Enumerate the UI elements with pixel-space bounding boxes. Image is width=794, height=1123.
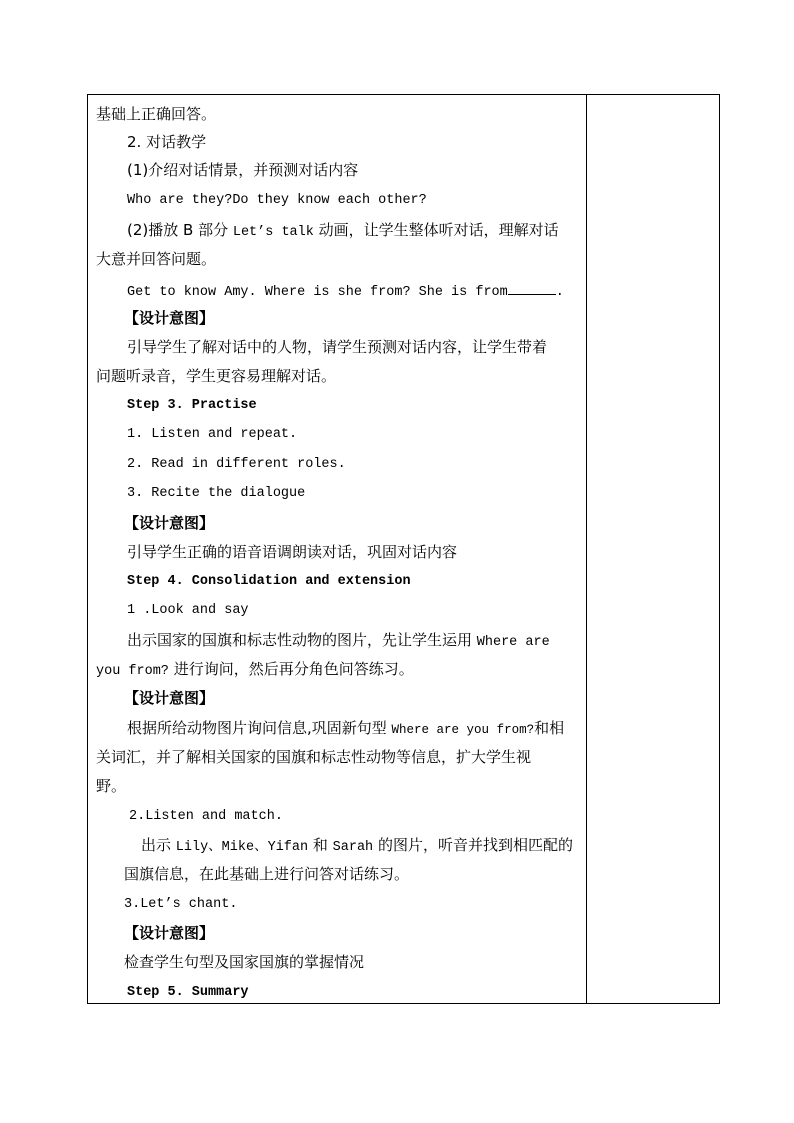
step-heading: Step 3. Practise: [127, 398, 257, 413]
fill-in-line: [127, 280, 564, 300]
design-intent-heading: 【设计意图】: [124, 924, 215, 942]
text-segment: .: [555, 285, 564, 300]
text-line: 引导学生正确的语音语调朗读对话，巩固对话内容: [127, 543, 458, 561]
text-line: [127, 220, 559, 240]
text-line: [141, 835, 573, 855]
design-intent-heading: 【设计意图】: [124, 689, 215, 707]
list-item: 2. Read in different roles.: [127, 457, 346, 472]
text-line: (1)介绍对话情景，并预测对话内容: [127, 161, 359, 179]
text-segment: Sarah: [332, 840, 374, 855]
step-heading: Step 5. Summary: [127, 985, 249, 1000]
text-line: 基础上正确回答。: [96, 105, 217, 123]
text-line: 检查学生句型及国家国旗的掌握情况: [124, 953, 365, 971]
text-segment: Where are: [476, 635, 550, 650]
text-segment: Get to know Amy. Where is she from? She is from: [127, 285, 508, 300]
text-segment: 根据所给动物图片询问信息,巩固新句型: [127, 719, 392, 737]
text-segment: 出示: [141, 836, 176, 854]
text-line: 问题听录音，学生更容易理解对话。: [96, 367, 337, 385]
text-segment: Lily、Mike、Yifan: [175, 840, 309, 855]
notes-column-cell: [587, 95, 719, 1003]
text-segment: 的图片，听音并找到相匹配的: [373, 836, 573, 854]
list-item: 1. Listen and repeat.: [127, 427, 298, 442]
text-line: 野。: [96, 777, 127, 795]
text-line: 关词汇，并了解相关国家的国旗和标志性动物等信息，扩大学生视: [96, 748, 532, 766]
text-segment: you from?: [96, 664, 169, 679]
design-intent-heading: 【设计意图】: [124, 514, 215, 532]
text-segment: Let’s talk: [232, 225, 314, 240]
section-title-dialogue-teaching: 2. 对话教学: [127, 133, 207, 151]
text-segment: 动画，让学生整体听对话，理解对话: [313, 221, 559, 239]
text-segment: 出示国家的国旗和标志性动物的图片，先让学生运用: [127, 631, 477, 649]
text-segment: (2)播放 B 部分: [127, 221, 233, 239]
list-item: 1 .Look and say: [127, 603, 249, 618]
text-segment: 和: [308, 836, 333, 854]
text-line: [127, 718, 564, 738]
text-line: 国旗信息，在此基础上进行问答对话练习。: [124, 865, 410, 883]
list-item: 2.Listen and match.: [129, 809, 283, 824]
answer-blank: [508, 280, 556, 295]
text-line: [96, 659, 414, 679]
question-line: Who are they?Do they know each other?: [127, 193, 427, 208]
list-item: 3.Let’s chant.: [124, 897, 238, 912]
text-segment: Where are you from?: [391, 723, 535, 737]
text-line: 大意并回答问题。: [96, 250, 217, 268]
list-item: 3. Recite the dialogue: [127, 486, 306, 501]
text-line: [127, 630, 550, 650]
design-intent-heading: 【设计意图】: [124, 309, 215, 327]
step-heading: Step 4. Consolidation and extension: [127, 574, 411, 589]
text-line: 引导学生了解对话中的人物，请学生预测对话内容，让学生带着: [127, 338, 548, 356]
text-segment: 进行询问，然后再分角色问答练习。: [168, 660, 414, 678]
text-segment: 和相: [534, 719, 565, 737]
